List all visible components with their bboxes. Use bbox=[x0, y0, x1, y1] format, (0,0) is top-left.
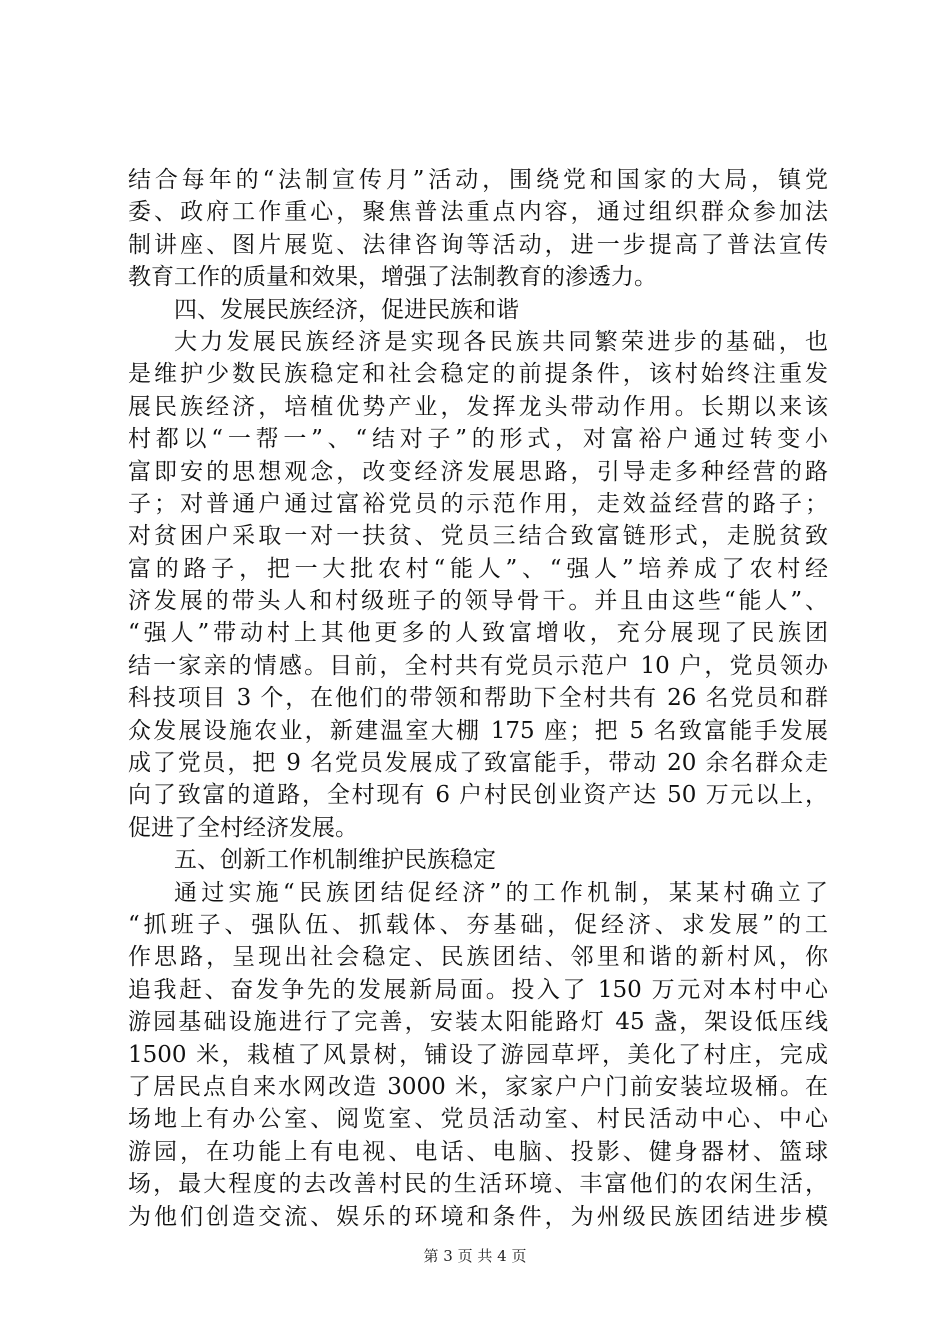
text-line: 众发展设施农业，新建温室大棚 175 座；把 5 名致富能手发展 bbox=[128, 717, 828, 744]
text-line: 了居民点自来水网改造 3000 米，家家户户门前安装垃圾桶。在 bbox=[128, 1073, 828, 1100]
text-line: 大力发展民族经济是实现各民族共同繁荣进步的基础，也 bbox=[174, 328, 828, 355]
text-line: 追我赶、奋发争先的发展新局面。投入了 150 万元对本村中心 bbox=[128, 976, 828, 1003]
section-heading: 五、创新工作机制维护民族稳定 bbox=[174, 847, 496, 874]
text-line: 结一家亲的情感。目前，全村共有党员示范户 10 户，党员领办 bbox=[128, 652, 828, 679]
page-footer: 第 3 页 共 4 页 bbox=[423, 1247, 527, 1265]
text-line: 委、政府工作重心，聚焦普法重点内容，通过组织群众参加法 bbox=[128, 199, 828, 226]
text-line: 济发展的带头人和村级班子的领导骨干。并且由这些“能人”、 bbox=[128, 588, 828, 615]
text-line: 展民族经济，培植优势产业，发挥龙头带动作用。长期以来该 bbox=[128, 393, 828, 420]
text-line: 富即安的思想观念，改变经济发展思路，引导走多种经营的路 bbox=[128, 458, 828, 485]
text-line: 教育工作的质量和效果，增强了法制教育的渗透力。 bbox=[128, 264, 657, 291]
text-line: “抓班子、强队伍、抓载体、夯基础，促经济、求发展”的工 bbox=[128, 911, 828, 938]
text-line: 向了致富的道路，全村现有 6 户村民创业资产达 50 万元以上， bbox=[128, 782, 828, 809]
text-line: 游园，在功能上有电视、电话、电脑、投影、健身器材、篮球 bbox=[128, 1138, 828, 1165]
text-line: 场，最大程度的去改善村民的生活环境、丰富他们的农闲生活， bbox=[128, 1171, 828, 1198]
document-body bbox=[128, 164, 828, 1233]
text-line: 1500 米，栽植了风景树，铺设了游园草坪，美化了村庄，完成 bbox=[128, 1041, 828, 1068]
section-heading: 四、发展民族经济，促进民族和谐 bbox=[174, 296, 519, 323]
text-line: 富的路子，把一大批农村“能人”、“强人”培养成了农村经 bbox=[128, 555, 828, 582]
text-line: 为他们创造交流、娱乐的环境和条件，为州级民族团结进步模 bbox=[128, 1203, 828, 1230]
text-line: 作思路，呈现出社会稳定、民族团结、邻里和谐的新村风，你 bbox=[128, 944, 828, 971]
text-line: 成了党员，把 9 名党员发展成了致富能手，带动 20 余名群众走 bbox=[128, 750, 828, 777]
text-line: 科技项目 3 个，在他们的带领和帮助下全村共有 26 名党员和群 bbox=[128, 685, 828, 712]
text-line: 制讲座、图片展览、法律咨询等活动，进一步提高了普法宣传 bbox=[128, 231, 828, 258]
text-line: 场地上有办公室、阅览室、党员活动室、村民活动中心、中心 bbox=[128, 1106, 828, 1133]
text-line: 结合每年的“法制宣传月”活动，围绕党和国家的大局，镇党 bbox=[128, 167, 828, 193]
text-line: “强人”带动村上其他更多的人致富增收，充分展现了民族团 bbox=[128, 620, 828, 647]
text-line: 对贫困户采取一对一扶贫、党员三结合致富链形式，走脱贫致 bbox=[128, 523, 828, 550]
text-line: 游园基础设施进行了完善，安装太阳能路灯 45 盏，架设低压线 bbox=[128, 1009, 828, 1036]
text-line: 促进了全村经济发展。 bbox=[128, 814, 358, 841]
text-line: 是维护少数民族稳定和社会稳定的前提条件，该村始终注重发 bbox=[128, 361, 828, 388]
text-line: 子；对普通户通过富裕党员的示范作用，走效益经营的路子； bbox=[128, 490, 828, 517]
text-line: 村都以“一帮一”、“结对子”的形式，对富裕户通过转变小 bbox=[128, 426, 828, 453]
text-line: 通过实施“民族团结促经济”的工作机制，某某村确立了 bbox=[174, 879, 828, 906]
